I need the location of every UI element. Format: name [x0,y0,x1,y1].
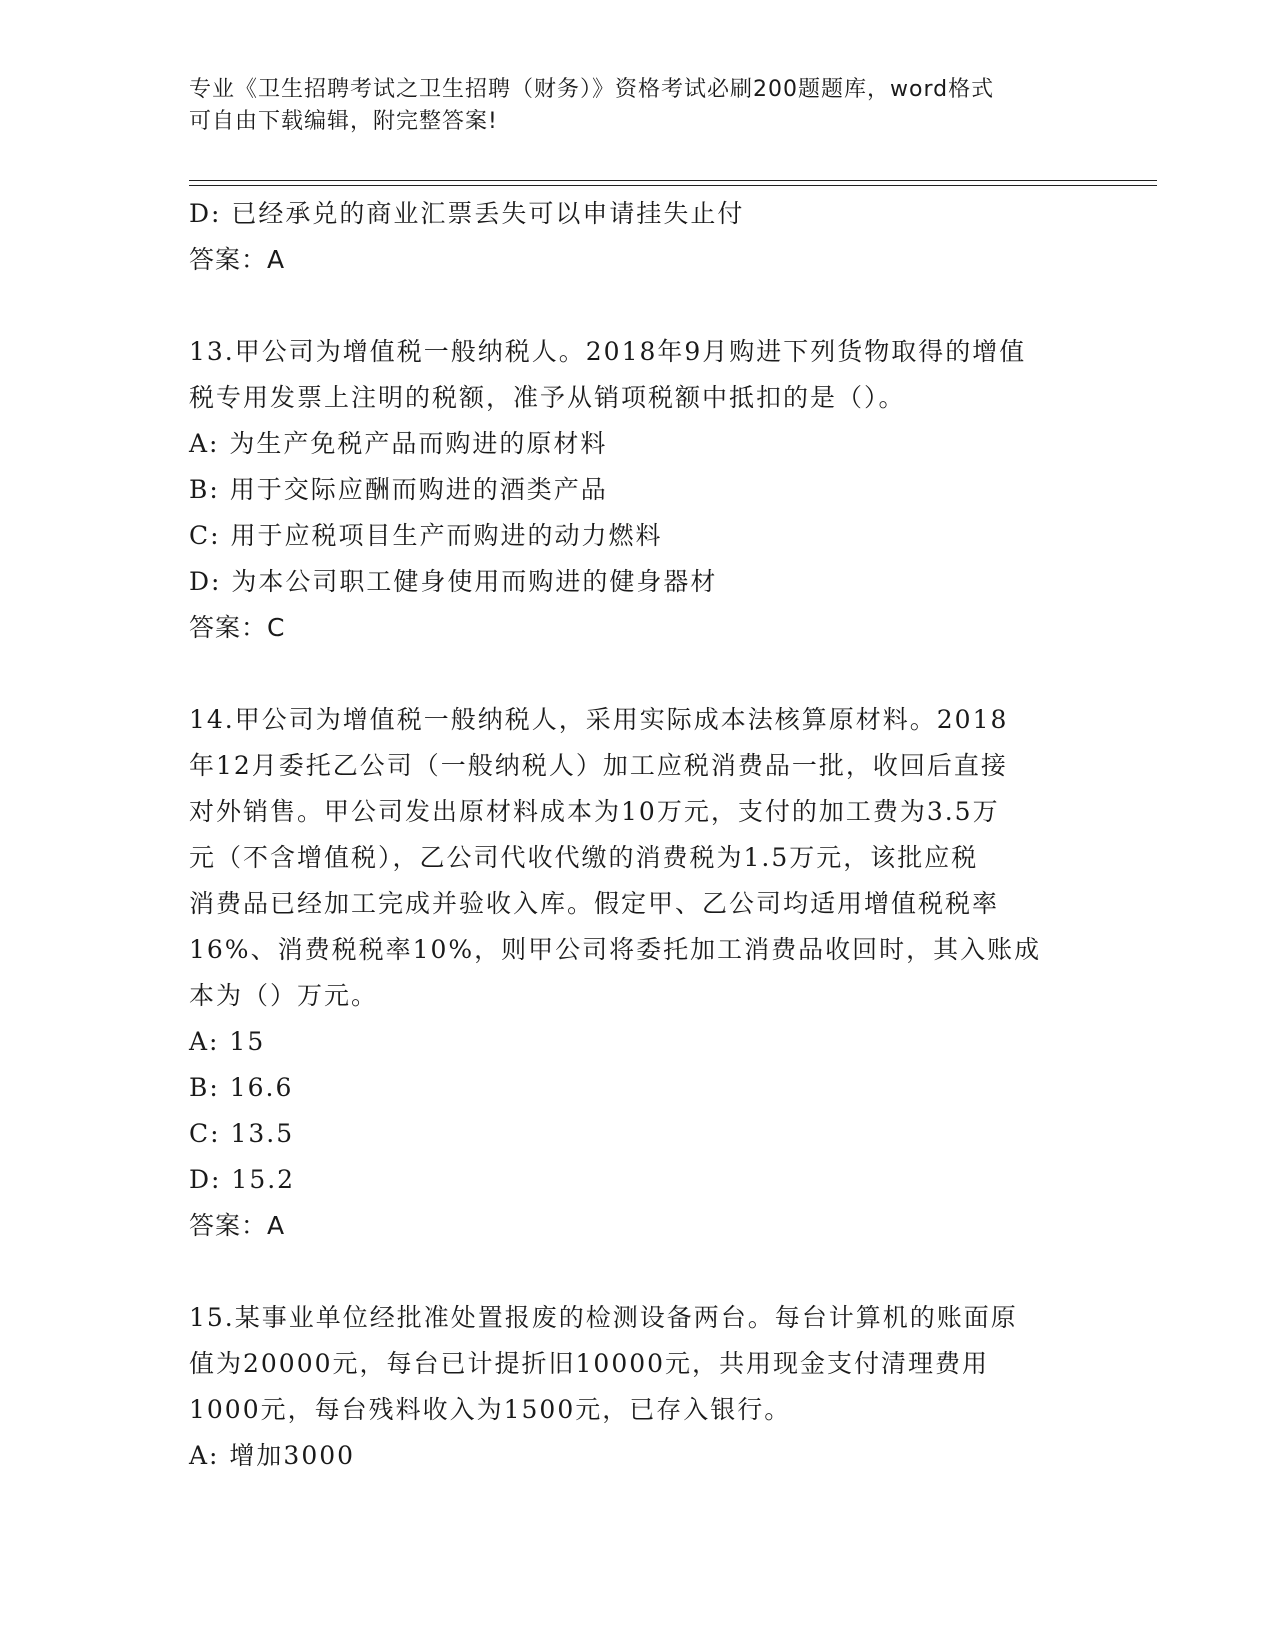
header-line-1: 专业《卫生招聘考试之卫生招聘（财务）》资格考试必刷200题题库，word格式 [189,77,995,102]
option-a: A: 增加3000 [189,1441,356,1470]
option-a: A: 15 [189,1027,266,1056]
page-header [189,74,1089,138]
document-body [189,191,1089,1479]
question-stem-line: 消费品已经加工完成并验收入库。假定甲、乙公司均适用增值税税率 [189,889,1000,918]
spacer [189,1249,1089,1295]
question-12-tail [189,191,1089,283]
option-c: C: 13.5 [189,1119,295,1148]
question-14 [189,697,1089,1249]
question-stem-line: 16%、消费税税率10%，则甲公司将委托加工消费品收回时，其入账成 [189,935,1042,964]
option-d: D: 已经承兑的商业汇票丢失可以申请挂失止付 [189,199,745,228]
question-stem-line: 13.甲公司为增值税一般纳税人。2018年9月购进下列货物取得的增值 [189,337,1027,366]
option-b: B: 用于交际应酬而购进的酒类产品 [189,475,608,504]
header-line-2: 可自由下载编辑，附完整答案! [189,109,498,134]
question-stem-line: 年12月委托乙公司（一般纳税人）加工应税消费品一批，收回后直接 [189,751,1008,780]
question-stem-line: 值为20000元，每台已计提折旧10000元，共用现金支付清理费用 [189,1349,990,1378]
option-c: C: 用于应税项目生产而购进的动力燃料 [189,521,663,550]
option-d: D: 15.2 [189,1165,296,1194]
question-stem-line: 14.甲公司为增值税一般纳税人，采用实际成本法核算原材料。2018 [189,705,1009,734]
option-d: D: 为本公司职工健身使用而购进的健身器材 [189,567,718,596]
question-13 [189,329,1089,651]
question-stem-line: 元（不含增值税），乙公司代收代缴的消费税为1.5万元，该批应税 [189,843,979,872]
question-stem-line: 15.某事业单位经批准处置报废的检测设备两台。每台计算机的账面原 [189,1303,1018,1332]
question-15 [189,1295,1089,1479]
spacer [189,283,1089,329]
question-stem-line: 对外销售。甲公司发出原材料成本为10万元，支付的加工费为3.5万 [189,797,1000,826]
header-divider-top [189,180,1157,181]
answer-line: 答案：C [189,613,286,642]
option-b: B: 16.6 [189,1073,294,1102]
option-a: A: 为生产免税产品而购进的原材料 [189,429,608,458]
question-stem-line: 税专用发票上注明的税额，准予从销项税额中抵扣的是（）。 [189,383,906,412]
spacer [189,651,1089,697]
question-stem-line: 1000元，每台残料收入为1500元，已存入银行。 [189,1395,792,1424]
answer-line: 答案：A [189,1211,286,1240]
answer-line: 答案：A [189,245,286,274]
header-divider-bottom [189,185,1157,186]
question-stem-line: 本为（）万元。 [189,981,379,1010]
